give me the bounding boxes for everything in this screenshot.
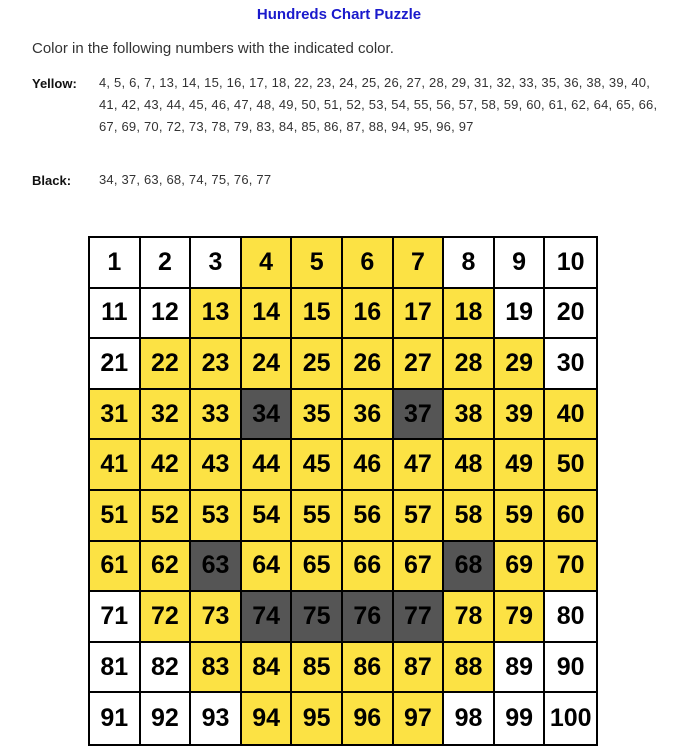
grid-cell-62[interactable]: 62 [141,542,192,593]
grid-cell-6[interactable]: 6 [343,238,394,289]
grid-cell-23[interactable]: 23 [191,339,242,390]
instruction-text: Color in the following numbers with the indicated color. [32,40,394,57]
grid-cell-43[interactable]: 43 [191,440,242,491]
grid-cell-42[interactable]: 42 [141,440,192,491]
grid-cell-1[interactable]: 1 [90,238,141,289]
grid-cell-88[interactable]: 88 [444,643,495,694]
grid-cell-35[interactable]: 35 [292,390,343,441]
grid-cell-40[interactable]: 40 [545,390,596,441]
grid-cell-95[interactable]: 95 [292,693,343,744]
grid-cell-5[interactable]: 5 [292,238,343,289]
grid-cell-97[interactable]: 97 [394,693,445,744]
grid-cell-33[interactable]: 33 [191,390,242,441]
grid-cell-61[interactable]: 61 [90,542,141,593]
grid-cell-85[interactable]: 85 [292,643,343,694]
grid-cell-65[interactable]: 65 [292,542,343,593]
grid-cell-18[interactable]: 18 [444,289,495,340]
grid-cell-47[interactable]: 47 [394,440,445,491]
grid-cell-36[interactable]: 36 [343,390,394,441]
grid-cell-54[interactable]: 54 [242,491,293,542]
grid-cell-64[interactable]: 64 [242,542,293,593]
grid-cell-58[interactable]: 58 [444,491,495,542]
grid-cell-7[interactable]: 7 [394,238,445,289]
grid-cell-4[interactable]: 4 [242,238,293,289]
grid-cell-20[interactable]: 20 [545,289,596,340]
grid-cell-17[interactable]: 17 [394,289,445,340]
grid-cell-51[interactable]: 51 [90,491,141,542]
grid-cell-93[interactable]: 93 [191,693,242,744]
grid-cell-72[interactable]: 72 [141,592,192,643]
grid-cell-12[interactable]: 12 [141,289,192,340]
grid-cell-2[interactable]: 2 [141,238,192,289]
grid-cell-63[interactable]: 63 [191,542,242,593]
grid-cell-84[interactable]: 84 [242,643,293,694]
grid-cell-66[interactable]: 66 [343,542,394,593]
grid-cell-70[interactable]: 70 [545,542,596,593]
grid-cell-21[interactable]: 21 [90,339,141,390]
yellow-color-list [32,76,659,138]
hundreds-chart-grid [88,236,598,746]
grid-cell-24[interactable]: 24 [242,339,293,390]
grid-cell-41[interactable]: 41 [90,440,141,491]
grid-cell-87[interactable]: 87 [394,643,445,694]
grid-cell-99[interactable]: 99 [495,693,546,744]
grid-cell-39[interactable]: 39 [495,390,546,441]
grid-cell-26[interactable]: 26 [343,339,394,390]
grid-cell-68[interactable]: 68 [444,542,495,593]
grid-cell-59[interactable]: 59 [495,491,546,542]
grid-cell-89[interactable]: 89 [495,643,546,694]
grid-cell-8[interactable]: 8 [444,238,495,289]
grid-cell-90[interactable]: 90 [545,643,596,694]
grid-cell-29[interactable]: 29 [495,339,546,390]
grid-cell-71[interactable]: 71 [90,592,141,643]
grid-cell-28[interactable]: 28 [444,339,495,390]
grid-cell-31[interactable]: 31 [90,390,141,441]
grid-cell-38[interactable]: 38 [444,390,495,441]
grid-cell-27[interactable]: 27 [394,339,445,390]
grid-cell-67[interactable]: 67 [394,542,445,593]
grid-cell-48[interactable]: 48 [444,440,495,491]
grid-cell-94[interactable]: 94 [242,693,293,744]
grid-cell-98[interactable]: 98 [444,693,495,744]
grid-cell-96[interactable]: 96 [343,693,394,744]
grid-cell-9[interactable]: 9 [495,238,546,289]
grid-cell-56[interactable]: 56 [343,491,394,542]
grid-cell-19[interactable]: 19 [495,289,546,340]
grid-cell-75[interactable]: 75 [292,592,343,643]
grid-cell-52[interactable]: 52 [141,491,192,542]
grid-cell-79[interactable]: 79 [495,592,546,643]
grid-cell-83[interactable]: 83 [191,643,242,694]
grid-cell-3[interactable]: 3 [191,238,242,289]
grid-cell-55[interactable]: 55 [292,491,343,542]
grid-cell-46[interactable]: 46 [343,440,394,491]
grid-cell-73[interactable]: 73 [191,592,242,643]
grid-cell-57[interactable]: 57 [394,491,445,542]
grid-cell-60[interactable]: 60 [545,491,596,542]
grid-cell-100[interactable]: 100 [545,693,596,744]
grid-cell-91[interactable]: 91 [90,693,141,744]
grid-cell-76[interactable]: 76 [343,592,394,643]
grid-cell-50[interactable]: 50 [545,440,596,491]
grid-cell-78[interactable]: 78 [444,592,495,643]
grid-cell-44[interactable]: 44 [242,440,293,491]
grid-cell-14[interactable]: 14 [242,289,293,340]
grid-cell-53[interactable]: 53 [191,491,242,542]
grid-cell-30[interactable]: 30 [545,339,596,390]
grid-cell-74[interactable]: 74 [242,592,293,643]
yellow-numbers: 4, 5, 6, 7, 13, 14, 15, 16, 17, 18, 22, 23, 24, 25, 26, 27, 28, 29, 31, 32, 33, 35, 36, 38, 39, 40, 41, 42, 43, 44, 45, 46, 47, 48, 49, 50, 51, 52, 53, 54, 55, 56, 57, 58, 59, 60, 61, 62, 64, 65, 66, 67, 69, 70, 72, 73, 78, 79, 83, 84, 85, 86, 87, 88, 94, 95, 96, 97 [99,75,658,134]
grid-cell-92[interactable]: 92 [141,693,192,744]
black-numbers: 34, 37, 63, 68, 74, 75, 76, 77 [99,172,272,187]
black-label: Black: [32,173,72,188]
grid-cell-11[interactable]: 11 [90,289,141,340]
grid-cell-45[interactable]: 45 [292,440,343,491]
black-color-list [32,173,659,191]
grid-cell-69[interactable]: 69 [495,542,546,593]
grid-cell-81[interactable]: 81 [90,643,141,694]
grid-cell-13[interactable]: 13 [191,289,242,340]
grid-cell-34[interactable]: 34 [242,390,293,441]
grid-cell-82[interactable]: 82 [141,643,192,694]
grid-cell-86[interactable]: 86 [343,643,394,694]
grid-cell-10[interactable]: 10 [545,238,596,289]
grid-cell-49[interactable]: 49 [495,440,546,491]
grid-cell-16[interactable]: 16 [343,289,394,340]
grid-cell-22[interactable]: 22 [141,339,192,390]
page-title: Hundreds Chart Puzzle [256,6,422,23]
grid-cell-80[interactable]: 80 [545,592,596,643]
yellow-label: Yellow: [32,76,77,91]
grid-cell-37[interactable]: 37 [394,390,445,441]
grid-cell-32[interactable]: 32 [141,390,192,441]
grid-cell-15[interactable]: 15 [292,289,343,340]
grid-cell-77[interactable]: 77 [394,592,445,643]
grid-cell-25[interactable]: 25 [292,339,343,390]
